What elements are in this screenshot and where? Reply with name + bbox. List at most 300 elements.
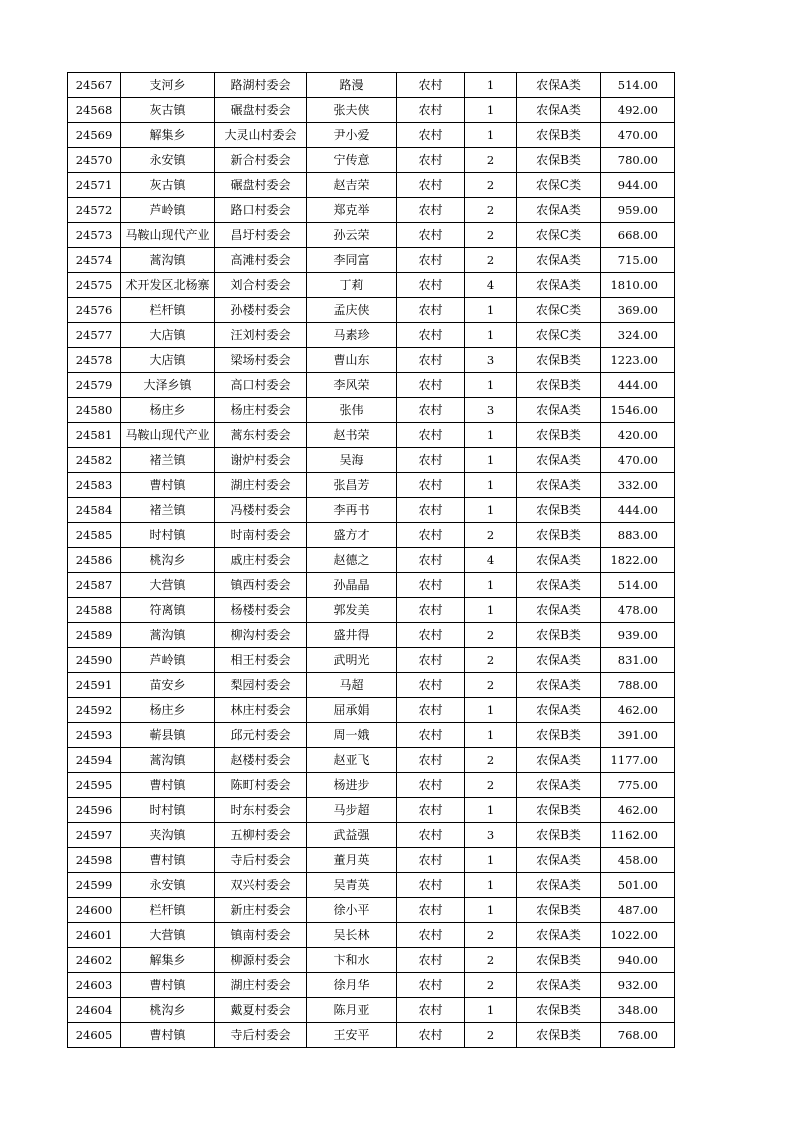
cell-name: 赵德之 xyxy=(307,548,397,573)
cell-household-type: 农村 xyxy=(397,548,465,573)
cell-name: 屈承娟 xyxy=(307,698,397,723)
cell-amount: 831.00 xyxy=(601,648,675,673)
cell-village: 时南村委会 xyxy=(215,523,307,548)
cell-insurance-category: 农保A类 xyxy=(517,548,601,573)
cell-town: 大营镇 xyxy=(121,923,215,948)
cell-amount: 332.00 xyxy=(601,473,675,498)
cell-name: 徐小平 xyxy=(307,898,397,923)
cell-amount: 444.00 xyxy=(601,373,675,398)
cell-town: 蒿沟镇 xyxy=(121,248,215,273)
cell-amount: 1810.00 xyxy=(601,273,675,298)
table-row xyxy=(68,223,675,248)
cell-record-id: 24588 xyxy=(68,598,121,623)
cell-record-id: 24579 xyxy=(68,373,121,398)
table-row xyxy=(68,873,675,898)
cell-name: 郑克举 xyxy=(307,198,397,223)
table-row xyxy=(68,273,675,298)
cell-family-size: 2 xyxy=(465,748,517,773)
cell-name: 马超 xyxy=(307,673,397,698)
cell-village: 梁场村委会 xyxy=(215,348,307,373)
cell-record-id: 24570 xyxy=(68,148,121,173)
table-row xyxy=(68,648,675,673)
cell-household-type: 农村 xyxy=(397,948,465,973)
cell-insurance-category: 农保B类 xyxy=(517,723,601,748)
table-row xyxy=(68,173,675,198)
cell-record-id: 24594 xyxy=(68,748,121,773)
cell-household-type: 农村 xyxy=(397,398,465,423)
cell-amount: 348.00 xyxy=(601,998,675,1023)
cell-village: 新合村委会 xyxy=(215,148,307,173)
cell-village: 戴夏村委会 xyxy=(215,998,307,1023)
cell-family-size: 1 xyxy=(465,848,517,873)
cell-amount: 668.00 xyxy=(601,223,675,248)
cell-record-id: 24577 xyxy=(68,323,121,348)
cell-name: 李风荣 xyxy=(307,373,397,398)
cell-household-type: 农村 xyxy=(397,1023,465,1048)
table-row xyxy=(68,1023,675,1048)
cell-town: 马鞍山现代产业 xyxy=(121,423,215,448)
cell-village: 邱元村委会 xyxy=(215,723,307,748)
cell-village: 湖庄村委会 xyxy=(215,473,307,498)
cell-village: 路口村委会 xyxy=(215,198,307,223)
cell-town: 时村镇 xyxy=(121,798,215,823)
cell-household-type: 农村 xyxy=(397,173,465,198)
cell-family-size: 2 xyxy=(465,223,517,248)
cell-village: 碾盘村委会 xyxy=(215,98,307,123)
cell-household-type: 农村 xyxy=(397,123,465,148)
cell-record-id: 24584 xyxy=(68,498,121,523)
cell-household-type: 农村 xyxy=(397,723,465,748)
cell-record-id: 24576 xyxy=(68,298,121,323)
cell-family-size: 3 xyxy=(465,398,517,423)
cell-name: 董月英 xyxy=(307,848,397,873)
cell-village: 双兴村委会 xyxy=(215,873,307,898)
cell-record-id: 24586 xyxy=(68,548,121,573)
cell-town: 灰古镇 xyxy=(121,173,215,198)
table-row xyxy=(68,373,675,398)
cell-amount: 487.00 xyxy=(601,898,675,923)
cell-amount: 788.00 xyxy=(601,673,675,698)
cell-name: 吴青英 xyxy=(307,873,397,898)
cell-name: 赵书荣 xyxy=(307,423,397,448)
cell-insurance-category: 农保A类 xyxy=(517,598,601,623)
cell-town: 芦岭镇 xyxy=(121,648,215,673)
cell-amount: 420.00 xyxy=(601,423,675,448)
cell-record-id: 24595 xyxy=(68,773,121,798)
cell-village: 路湖村委会 xyxy=(215,73,307,98)
cell-insurance-category: 农保B类 xyxy=(517,373,601,398)
cell-name: 王安平 xyxy=(307,1023,397,1048)
cell-village: 高口村委会 xyxy=(215,373,307,398)
cell-town: 桃沟乡 xyxy=(121,998,215,1023)
cell-family-size: 3 xyxy=(465,823,517,848)
cell-family-size: 2 xyxy=(465,523,517,548)
cell-name: 郭发美 xyxy=(307,598,397,623)
cell-name: 孟庆侠 xyxy=(307,298,397,323)
cell-insurance-category: 农保A类 xyxy=(517,473,601,498)
cell-name: 周一娥 xyxy=(307,723,397,748)
cell-name: 赵亚飞 xyxy=(307,748,397,773)
cell-amount: 939.00 xyxy=(601,623,675,648)
cell-insurance-category: 农保C类 xyxy=(517,173,601,198)
cell-village: 谢炉村委会 xyxy=(215,448,307,473)
cell-household-type: 农村 xyxy=(397,998,465,1023)
cell-insurance-category: 农保B类 xyxy=(517,348,601,373)
cell-name: 路漫 xyxy=(307,73,397,98)
cell-amount: 470.00 xyxy=(601,448,675,473)
cell-amount: 1223.00 xyxy=(601,348,675,373)
cell-household-type: 农村 xyxy=(397,798,465,823)
cell-family-size: 1 xyxy=(465,723,517,748)
cell-family-size: 1 xyxy=(465,573,517,598)
cell-town: 术开发区北杨寨 xyxy=(121,273,215,298)
cell-insurance-category: 农保B类 xyxy=(517,123,601,148)
cell-town: 支河乡 xyxy=(121,73,215,98)
cell-insurance-category: 农保A类 xyxy=(517,73,601,98)
cell-name: 尹小爱 xyxy=(307,123,397,148)
cell-amount: 514.00 xyxy=(601,573,675,598)
cell-household-type: 农村 xyxy=(397,148,465,173)
cell-amount: 324.00 xyxy=(601,323,675,348)
cell-insurance-category: 农保A类 xyxy=(517,748,601,773)
cell-insurance-category: 农保A类 xyxy=(517,448,601,473)
cell-family-size: 2 xyxy=(465,948,517,973)
cell-family-size: 2 xyxy=(465,773,517,798)
cell-family-size: 2 xyxy=(465,623,517,648)
cell-family-size: 1 xyxy=(465,598,517,623)
cell-household-type: 农村 xyxy=(397,923,465,948)
cell-name: 陈月亚 xyxy=(307,998,397,1023)
table-row xyxy=(68,698,675,723)
cell-family-size: 2 xyxy=(465,148,517,173)
cell-record-id: 24601 xyxy=(68,923,121,948)
cell-town: 大店镇 xyxy=(121,323,215,348)
cell-family-size: 1 xyxy=(465,448,517,473)
table-row xyxy=(68,448,675,473)
cell-family-size: 1 xyxy=(465,698,517,723)
cell-name: 马素珍 xyxy=(307,323,397,348)
table-row xyxy=(68,148,675,173)
cell-record-id: 24590 xyxy=(68,648,121,673)
cell-amount: 1162.00 xyxy=(601,823,675,848)
cell-record-id: 24581 xyxy=(68,423,121,448)
table-row xyxy=(68,798,675,823)
cell-record-id: 24580 xyxy=(68,398,121,423)
cell-village: 刘合村委会 xyxy=(215,273,307,298)
cell-insurance-category: 农保A类 xyxy=(517,198,601,223)
cell-village: 戚庄村委会 xyxy=(215,548,307,573)
cell-amount: 478.00 xyxy=(601,598,675,623)
cell-village: 碾盘村委会 xyxy=(215,173,307,198)
cell-village: 林庄村委会 xyxy=(215,698,307,723)
cell-village: 陈町村委会 xyxy=(215,773,307,798)
cell-household-type: 农村 xyxy=(397,823,465,848)
table-row xyxy=(68,573,675,598)
cell-household-type: 农村 xyxy=(397,973,465,998)
table-row xyxy=(68,198,675,223)
cell-household-type: 农村 xyxy=(397,273,465,298)
cell-household-type: 农村 xyxy=(397,673,465,698)
cell-record-id: 24591 xyxy=(68,673,121,698)
cell-name: 丁莉 xyxy=(307,273,397,298)
cell-insurance-category: 农保B类 xyxy=(517,898,601,923)
table-row xyxy=(68,248,675,273)
cell-record-id: 24573 xyxy=(68,223,121,248)
cell-amount: 775.00 xyxy=(601,773,675,798)
cell-village: 五柳村委会 xyxy=(215,823,307,848)
table-row xyxy=(68,473,675,498)
cell-family-size: 2 xyxy=(465,198,517,223)
cell-insurance-category: 农保A类 xyxy=(517,248,601,273)
cell-town: 蒿沟镇 xyxy=(121,623,215,648)
cell-name: 徐月华 xyxy=(307,973,397,998)
cell-record-id: 24571 xyxy=(68,173,121,198)
cell-record-id: 24600 xyxy=(68,898,121,923)
cell-name: 张昌芳 xyxy=(307,473,397,498)
cell-household-type: 农村 xyxy=(397,248,465,273)
cell-family-size: 1 xyxy=(465,473,517,498)
cell-town: 褚兰镇 xyxy=(121,498,215,523)
cell-record-id: 24578 xyxy=(68,348,121,373)
cell-town: 大店镇 xyxy=(121,348,215,373)
cell-record-id: 24572 xyxy=(68,198,121,223)
cell-household-type: 农村 xyxy=(397,748,465,773)
cell-record-id: 24603 xyxy=(68,973,121,998)
table-row xyxy=(68,623,675,648)
cell-town: 永安镇 xyxy=(121,148,215,173)
cell-record-id: 24567 xyxy=(68,73,121,98)
cell-family-size: 1 xyxy=(465,798,517,823)
cell-household-type: 农村 xyxy=(397,898,465,923)
cell-household-type: 农村 xyxy=(397,423,465,448)
cell-insurance-category: 农保A类 xyxy=(517,673,601,698)
cell-family-size: 4 xyxy=(465,273,517,298)
cell-amount: 1822.00 xyxy=(601,548,675,573)
cell-village: 大灵山村委会 xyxy=(215,123,307,148)
cell-insurance-category: 农保B类 xyxy=(517,823,601,848)
cell-village: 冯楼村委会 xyxy=(215,498,307,523)
cell-insurance-category: 农保A类 xyxy=(517,98,601,123)
cell-record-id: 24593 xyxy=(68,723,121,748)
cell-town: 曹村镇 xyxy=(121,1023,215,1048)
cell-name: 宁传意 xyxy=(307,148,397,173)
cell-village: 蒿东村委会 xyxy=(215,423,307,448)
cell-amount: 462.00 xyxy=(601,798,675,823)
table-row xyxy=(68,598,675,623)
cell-village: 柳源村委会 xyxy=(215,948,307,973)
cell-record-id: 24592 xyxy=(68,698,121,723)
cell-record-id: 24589 xyxy=(68,623,121,648)
table-row xyxy=(68,898,675,923)
cell-name: 李再书 xyxy=(307,498,397,523)
cell-family-size: 1 xyxy=(465,423,517,448)
cell-household-type: 农村 xyxy=(397,373,465,398)
cell-amount: 462.00 xyxy=(601,698,675,723)
cell-insurance-category: 农保A类 xyxy=(517,773,601,798)
cell-amount: 1022.00 xyxy=(601,923,675,948)
cell-insurance-category: 农保B类 xyxy=(517,998,601,1023)
cell-household-type: 农村 xyxy=(397,298,465,323)
cell-name: 武益强 xyxy=(307,823,397,848)
cell-household-type: 农村 xyxy=(397,73,465,98)
cell-family-size: 2 xyxy=(465,648,517,673)
cell-town: 符离镇 xyxy=(121,598,215,623)
cell-town: 栏杆镇 xyxy=(121,298,215,323)
cell-insurance-category: 农保B类 xyxy=(517,148,601,173)
table-row xyxy=(68,423,675,448)
cell-insurance-category: 农保C类 xyxy=(517,298,601,323)
table-row xyxy=(68,298,675,323)
cell-town: 灰古镇 xyxy=(121,98,215,123)
table-row xyxy=(68,948,675,973)
cell-town: 解集乡 xyxy=(121,948,215,973)
cell-amount: 883.00 xyxy=(601,523,675,548)
cell-record-id: 24568 xyxy=(68,98,121,123)
cell-household-type: 农村 xyxy=(397,498,465,523)
table-row xyxy=(68,973,675,998)
cell-town: 曹村镇 xyxy=(121,773,215,798)
cell-village: 寺后村委会 xyxy=(215,1023,307,1048)
cell-household-type: 农村 xyxy=(397,348,465,373)
cell-insurance-category: 农保B类 xyxy=(517,423,601,448)
cell-family-size: 3 xyxy=(465,348,517,373)
cell-household-type: 农村 xyxy=(397,848,465,873)
cell-name: 武明光 xyxy=(307,648,397,673)
cell-town: 芦岭镇 xyxy=(121,198,215,223)
table-row xyxy=(68,923,675,948)
cell-village: 相王村委会 xyxy=(215,648,307,673)
table-row xyxy=(68,848,675,873)
cell-family-size: 2 xyxy=(465,1023,517,1048)
cell-family-size: 1 xyxy=(465,123,517,148)
cell-town: 大泽乡镇 xyxy=(121,373,215,398)
cell-record-id: 24582 xyxy=(68,448,121,473)
cell-family-size: 1 xyxy=(465,298,517,323)
cell-amount: 940.00 xyxy=(601,948,675,973)
cell-family-size: 1 xyxy=(465,98,517,123)
cell-record-id: 24583 xyxy=(68,473,121,498)
cell-household-type: 农村 xyxy=(397,98,465,123)
cell-household-type: 农村 xyxy=(397,573,465,598)
cell-family-size: 1 xyxy=(465,898,517,923)
cell-village: 昌圩村委会 xyxy=(215,223,307,248)
cell-amount: 1177.00 xyxy=(601,748,675,773)
table-row xyxy=(68,348,675,373)
cell-village: 寺后村委会 xyxy=(215,848,307,873)
table-row xyxy=(68,673,675,698)
cell-insurance-category: 农保C类 xyxy=(517,223,601,248)
cell-village: 梨园村委会 xyxy=(215,673,307,698)
cell-town: 时村镇 xyxy=(121,523,215,548)
table-row xyxy=(68,123,675,148)
cell-record-id: 24597 xyxy=(68,823,121,848)
cell-amount: 501.00 xyxy=(601,873,675,898)
cell-village: 杨楼村委会 xyxy=(215,598,307,623)
cell-record-id: 24587 xyxy=(68,573,121,598)
cell-amount: 780.00 xyxy=(601,148,675,173)
cell-household-type: 农村 xyxy=(397,873,465,898)
cell-insurance-category: 农保B类 xyxy=(517,798,601,823)
cell-amount: 932.00 xyxy=(601,973,675,998)
cell-insurance-category: 农保B类 xyxy=(517,948,601,973)
cell-name: 张夫侠 xyxy=(307,98,397,123)
cell-insurance-category: 农保A类 xyxy=(517,648,601,673)
cell-town: 夹沟镇 xyxy=(121,823,215,848)
cell-name: 吴长林 xyxy=(307,923,397,948)
cell-village: 湖庄村委会 xyxy=(215,973,307,998)
cell-name: 盛方才 xyxy=(307,523,397,548)
table-row xyxy=(68,498,675,523)
table-row xyxy=(68,823,675,848)
cell-record-id: 24596 xyxy=(68,798,121,823)
cell-name: 赵吉荣 xyxy=(307,173,397,198)
cell-family-size: 1 xyxy=(465,373,517,398)
cell-family-size: 1 xyxy=(465,873,517,898)
cell-name: 李同富 xyxy=(307,248,397,273)
cell-town: 栏杆镇 xyxy=(121,898,215,923)
cell-village: 高滩村委会 xyxy=(215,248,307,273)
cell-village: 赵楼村委会 xyxy=(215,748,307,773)
cell-record-id: 24598 xyxy=(68,848,121,873)
cell-insurance-category: 农保A类 xyxy=(517,973,601,998)
cell-household-type: 农村 xyxy=(397,323,465,348)
cell-amount: 768.00 xyxy=(601,1023,675,1048)
cell-name: 张伟 xyxy=(307,398,397,423)
cell-name: 吴海 xyxy=(307,448,397,473)
cell-village: 汪刘村委会 xyxy=(215,323,307,348)
cell-household-type: 农村 xyxy=(397,448,465,473)
cell-amount: 391.00 xyxy=(601,723,675,748)
cell-family-size: 1 xyxy=(465,498,517,523)
cell-household-type: 农村 xyxy=(397,198,465,223)
cell-amount: 944.00 xyxy=(601,173,675,198)
cell-amount: 470.00 xyxy=(601,123,675,148)
cell-family-size: 2 xyxy=(465,173,517,198)
cell-insurance-category: 农保A类 xyxy=(517,273,601,298)
cell-record-id: 24585 xyxy=(68,523,121,548)
cell-record-id: 24569 xyxy=(68,123,121,148)
cell-record-id: 24574 xyxy=(68,248,121,273)
cell-family-size: 2 xyxy=(465,248,517,273)
cell-family-size: 2 xyxy=(465,973,517,998)
cell-family-size: 4 xyxy=(465,548,517,573)
cell-town: 大营镇 xyxy=(121,573,215,598)
cell-household-type: 农村 xyxy=(397,773,465,798)
cell-name: 马步超 xyxy=(307,798,397,823)
cell-family-size: 1 xyxy=(465,323,517,348)
cell-town: 曹村镇 xyxy=(121,848,215,873)
cell-amount: 458.00 xyxy=(601,848,675,873)
cell-insurance-category: 农保C类 xyxy=(517,323,601,348)
cell-record-id: 24605 xyxy=(68,1023,121,1048)
table-row xyxy=(68,323,675,348)
cell-amount: 1546.00 xyxy=(601,398,675,423)
cell-insurance-category: 农保B类 xyxy=(517,623,601,648)
cell-amount: 514.00 xyxy=(601,73,675,98)
cell-town: 桃沟乡 xyxy=(121,548,215,573)
records-table xyxy=(67,72,675,1048)
cell-town: 杨庄乡 xyxy=(121,698,215,723)
table-row xyxy=(68,73,675,98)
cell-insurance-category: 农保A类 xyxy=(517,398,601,423)
cell-household-type: 农村 xyxy=(397,698,465,723)
cell-village: 孙楼村委会 xyxy=(215,298,307,323)
cell-amount: 959.00 xyxy=(601,198,675,223)
table-row xyxy=(68,98,675,123)
cell-town: 蒿沟镇 xyxy=(121,748,215,773)
cell-village: 柳沟村委会 xyxy=(215,623,307,648)
cell-town: 褚兰镇 xyxy=(121,448,215,473)
